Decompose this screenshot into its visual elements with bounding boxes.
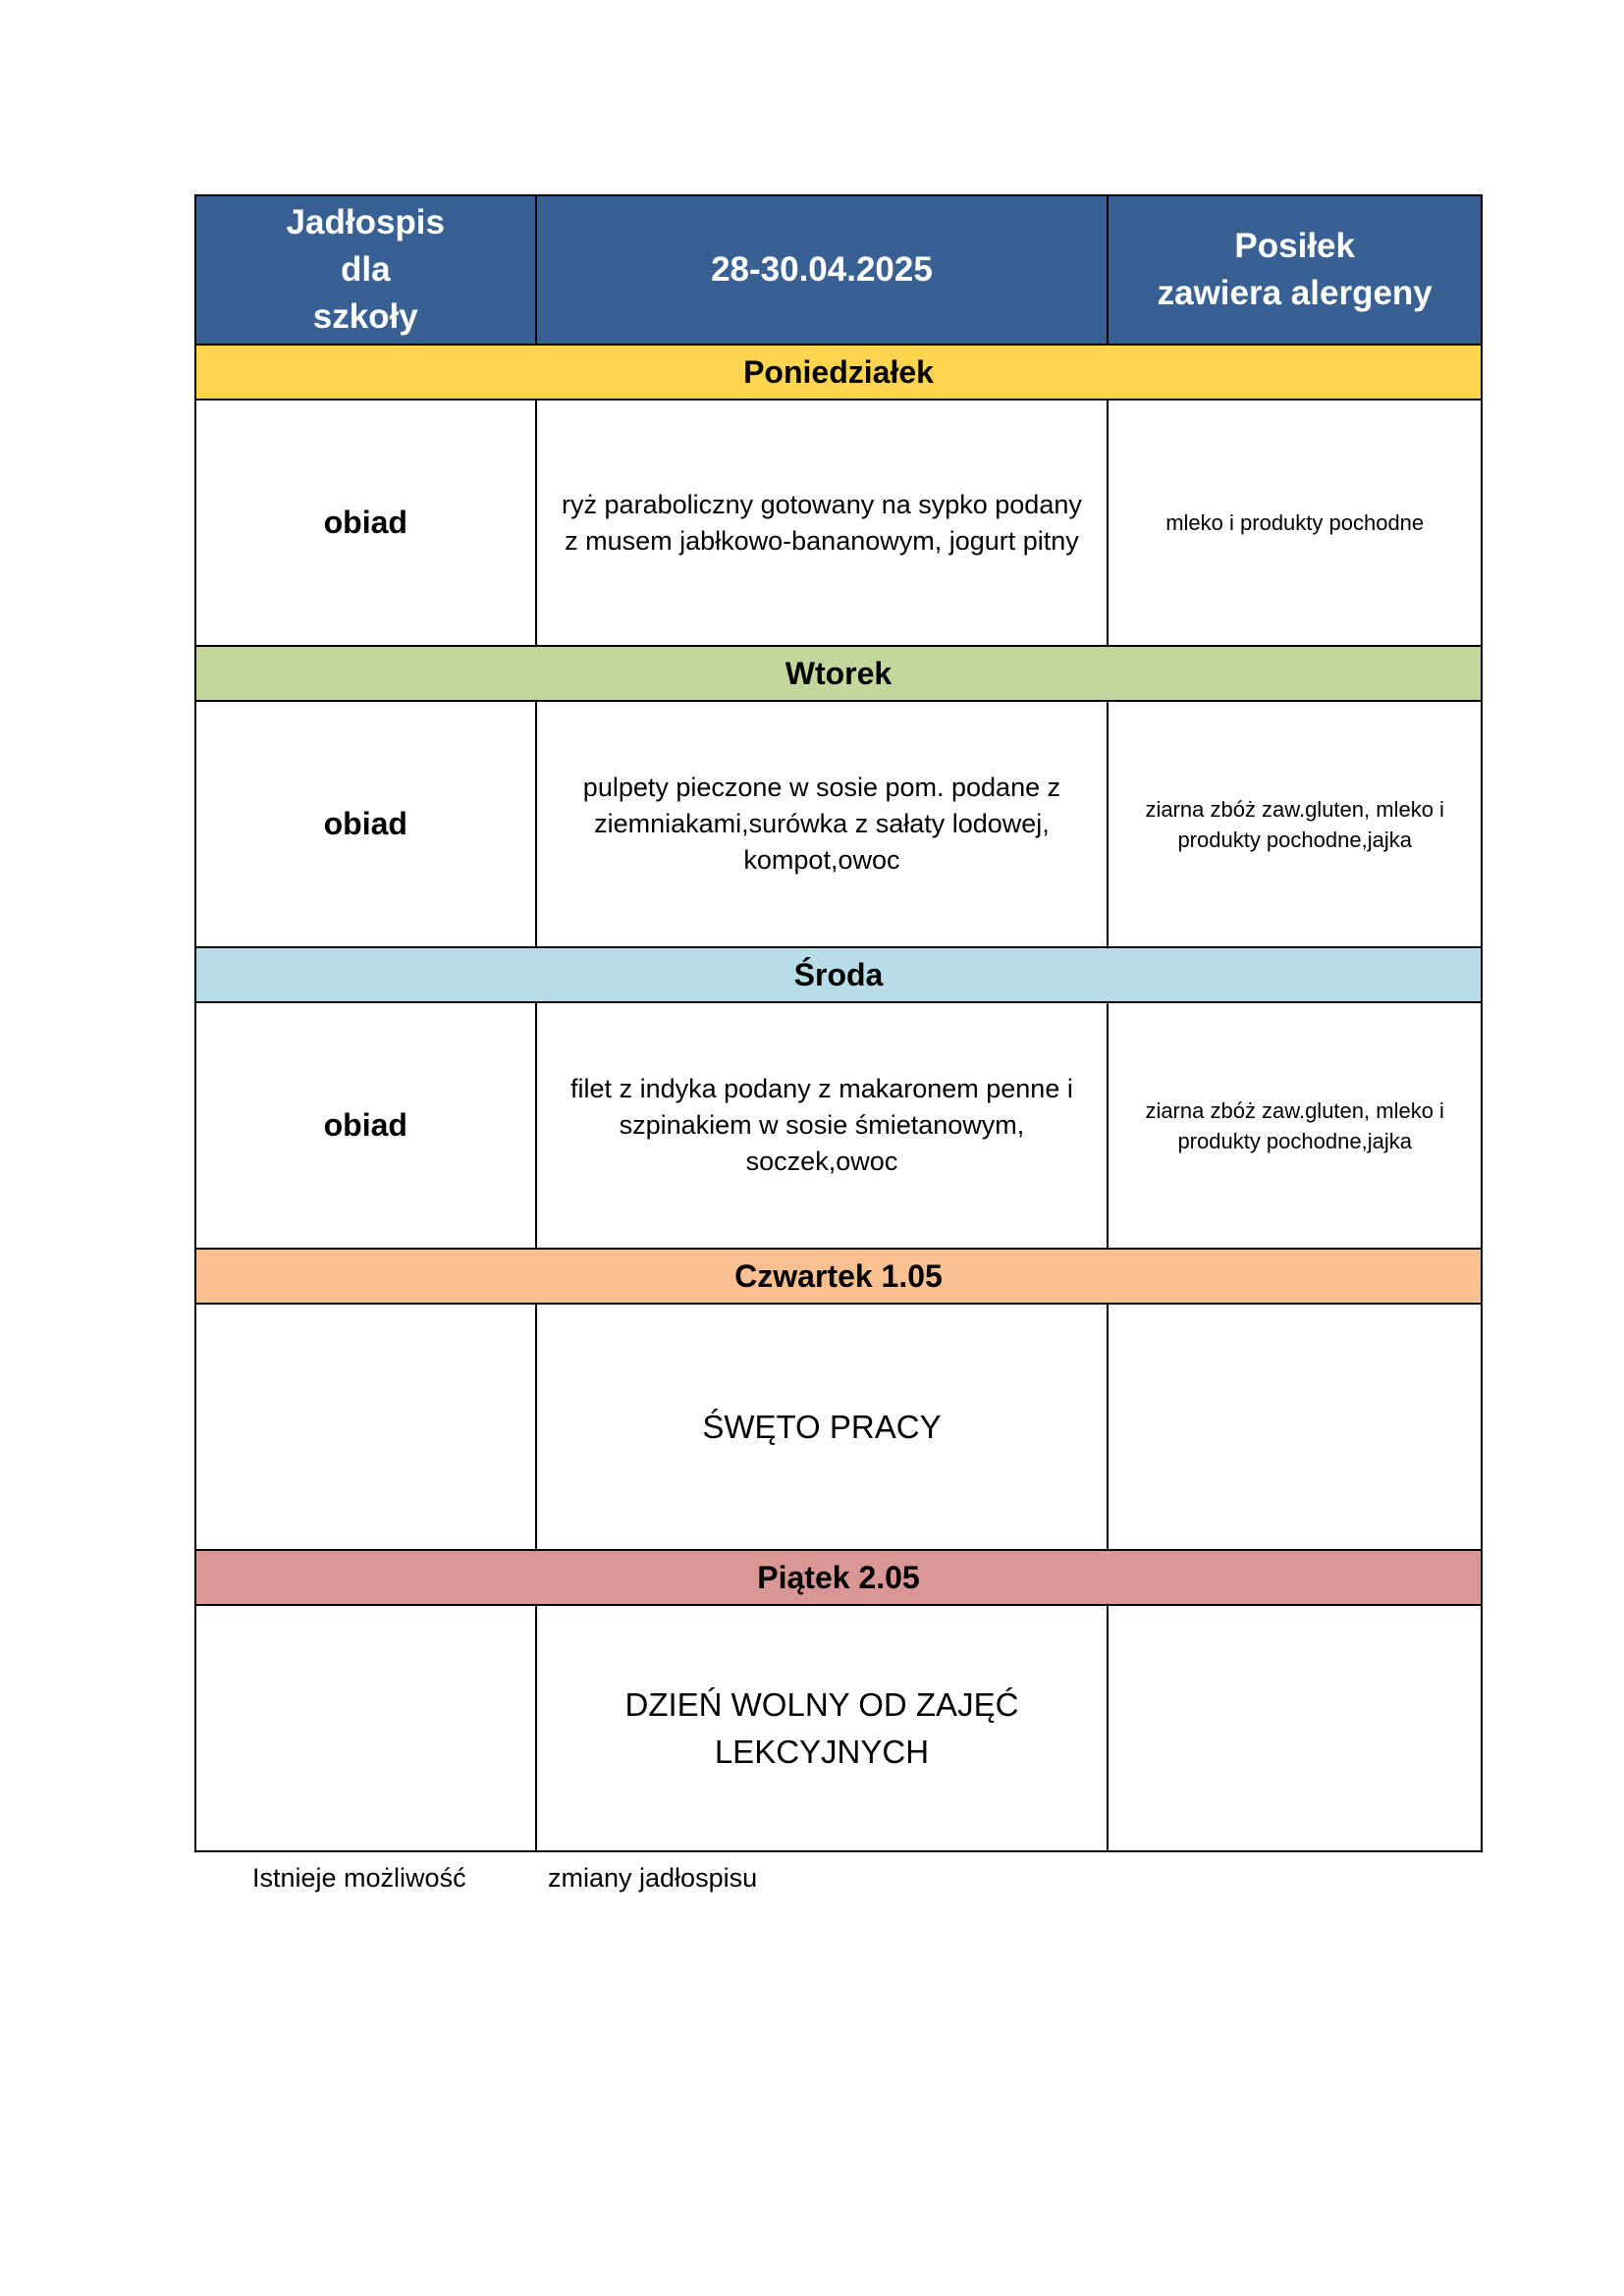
meal-row-friday — [195, 1605, 1482, 1851]
header-allergens-line: zawiera alergeny — [1157, 274, 1433, 312]
header-allergens-cell — [1108, 195, 1482, 345]
holiday-text: ŚWĘTO PRACY — [702, 1408, 942, 1445]
day-row-friday — [195, 1550, 1482, 1605]
meal-description-line: szpinakiem w sosie śmietanowym, — [619, 1110, 1025, 1140]
header-title-cell — [195, 195, 536, 345]
day-label: Poniedziałek — [195, 345, 1482, 400]
meal-allergens-line: produkty pochodne,jajka — [1177, 1128, 1412, 1153]
meal-description — [536, 701, 1109, 947]
meal-row-thursday — [195, 1304, 1482, 1550]
day-row-thursday — [195, 1249, 1482, 1304]
header-title-line: Jadłospis — [286, 203, 445, 241]
meal-allergens — [1108, 701, 1482, 947]
meal-description — [536, 1304, 1109, 1550]
header-title-line: dla — [340, 250, 391, 289]
meal-description-line: ziemniakami,surówka z sałaty lodowej, — [594, 809, 1050, 838]
meal-allergens — [1108, 1605, 1482, 1851]
header-title-line: szkoły — [312, 297, 418, 336]
day-row-tuesday — [195, 646, 1482, 701]
meal-allergens-line: produkty pochodne,jajka — [1177, 827, 1412, 852]
day-label: Piątek 2.05 — [195, 1550, 1482, 1605]
meal-description-line: ryż paraboliczny gotowany na sypko podany — [562, 489, 1082, 519]
meal-allergens-line: mleko i produkty pochodne — [1165, 510, 1425, 535]
meal-description — [536, 1002, 1109, 1249]
meal-type — [195, 1304, 536, 1550]
meal-type: obiad — [195, 400, 536, 646]
meal-description-line: pulpety pieczone w sosie pom. podane z — [582, 773, 1061, 802]
meal-allergens — [1108, 1002, 1482, 1249]
footer-note-left: Istnieje możliwość — [252, 1863, 466, 1893]
header-date: 28-30.04.2025 — [711, 250, 933, 289]
meal-description-line: z musem jabłkowo-bananowym, jogurt pitny — [565, 525, 1079, 556]
meal-allergens — [1108, 1304, 1482, 1550]
meal-allergens-line: ziarna zbóż zaw.gluten, mleko i — [1145, 796, 1444, 822]
meal-row-wednesday — [195, 1002, 1482, 1249]
holiday-text: DZIEŃ WOLNY OD ZAJĘĆ — [624, 1685, 1019, 1723]
meal-description — [536, 1605, 1109, 1851]
meal-type — [195, 1605, 536, 1851]
header-row — [195, 195, 1482, 345]
day-label: Środa — [195, 947, 1482, 1002]
meal-row-monday — [195, 400, 1482, 646]
header-allergens-line: Posiłek — [1234, 227, 1355, 265]
meal-type: obiad — [195, 701, 536, 947]
footer-note-right: zmiany jadłospisu — [548, 1863, 758, 1893]
meal-row-tuesday — [195, 701, 1482, 947]
day-label: Wtorek — [195, 646, 1482, 701]
meal-description-line: kompot,owoc — [743, 845, 900, 875]
day-row-wednesday — [195, 947, 1482, 1002]
day-row-monday — [195, 345, 1482, 400]
meal-description — [536, 400, 1109, 646]
menu-table — [194, 194, 1483, 1852]
meal-allergens-line: ziarna zbóż zaw.gluten, mleko i — [1145, 1097, 1444, 1123]
meal-description-line: soczek,owoc — [745, 1147, 898, 1176]
meal-type: obiad — [195, 1002, 536, 1249]
meal-allergens — [1108, 400, 1482, 646]
holiday-text: LEKCYJNYCH — [714, 1733, 930, 1770]
meal-description-line: filet z indyka podany z makaronem penne i — [570, 1074, 1073, 1103]
day-label: Czwartek 1.05 — [195, 1249, 1482, 1304]
header-date-cell — [536, 195, 1109, 345]
